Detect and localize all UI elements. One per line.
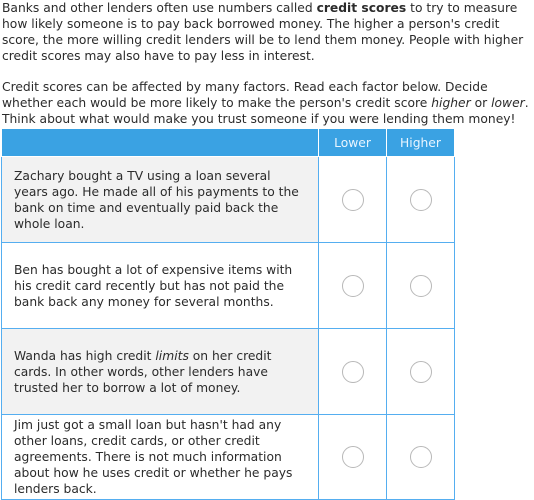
option-cell-higher [387,329,455,415]
factor-text: Zachary bought a TV using a loan several years ago. He made all of his payments to the bank on time and eventually paid back the whole loan. [14,168,299,231]
option-cell-lower [319,157,387,243]
option-cell-lower [319,243,387,329]
header-blank-cell [2,129,319,157]
factor-text: Jim just got a small loan but hasn't had any other loans, credit cards, or other credit agreements. There is not much information about how he uses credit or whether he pays lenders back. [14,418,293,496]
factor-text-jim [2,415,319,500]
factor-text-zachary [2,157,319,243]
intro-text: . Think about what would make you trust someone if you were lending them money! [2,96,529,126]
intro-text: Banks and other lenders often use numbers called [2,1,317,15]
factor-emphasis: limits [155,348,189,363]
radio-zachary-lower[interactable] [342,189,364,211]
column-header-higher: Higher [387,129,455,157]
intro-paragraph-1 [2,0,532,64]
radio-ben-lower[interactable] [342,275,364,297]
radio-zachary-higher[interactable] [410,189,432,211]
radio-ben-higher[interactable] [410,275,432,297]
radio-wanda-lower[interactable] [342,361,364,383]
factor-text-ben [2,243,319,329]
intro-text: to try to measure how likely someone is to pay back borrowed money. The higher a person's credit score, the more willing credit lenders will be to lend them money. People with higher credit scores may also have to pay less in interest. [2,1,524,63]
intro-text: Credit scores can be affected by many factors. Read each factor below. Decide whether each would be more likely to make the person's credit score [2,80,488,110]
column-header-lower: Lower [319,129,387,157]
instructions [2,0,532,142]
intro-paragraph-2 [2,79,532,127]
option-cell-higher [387,157,455,243]
radio-wanda-higher[interactable] [410,361,432,383]
intro-emphasis: lower [491,96,525,110]
table-row [2,157,455,243]
option-cell-lower [319,415,387,500]
intro-bold-term: credit scores [316,1,407,15]
option-cell-higher [387,243,455,329]
intro-emphasis: higher [431,96,471,110]
factor-text-wanda [2,329,319,415]
credit-factors-table [1,128,455,500]
table-row [2,329,455,415]
intro-text: or [470,96,492,110]
option-cell-lower [319,329,387,415]
factor-text: on her credit cards. In other words, other lenders have trusted her to borrow a lot of money. [14,348,272,395]
radio-jim-lower[interactable] [342,446,364,468]
factor-text: Ben has bought a lot of expensive items with his credit card recently but has not paid the bank back any money for several months. [14,262,293,309]
factor-text: Wanda has high credit [14,348,156,363]
option-cell-higher [387,415,455,500]
radio-jim-higher[interactable] [410,446,432,468]
table-row [2,243,455,329]
table-header-row [2,129,455,157]
table-row [2,415,455,500]
